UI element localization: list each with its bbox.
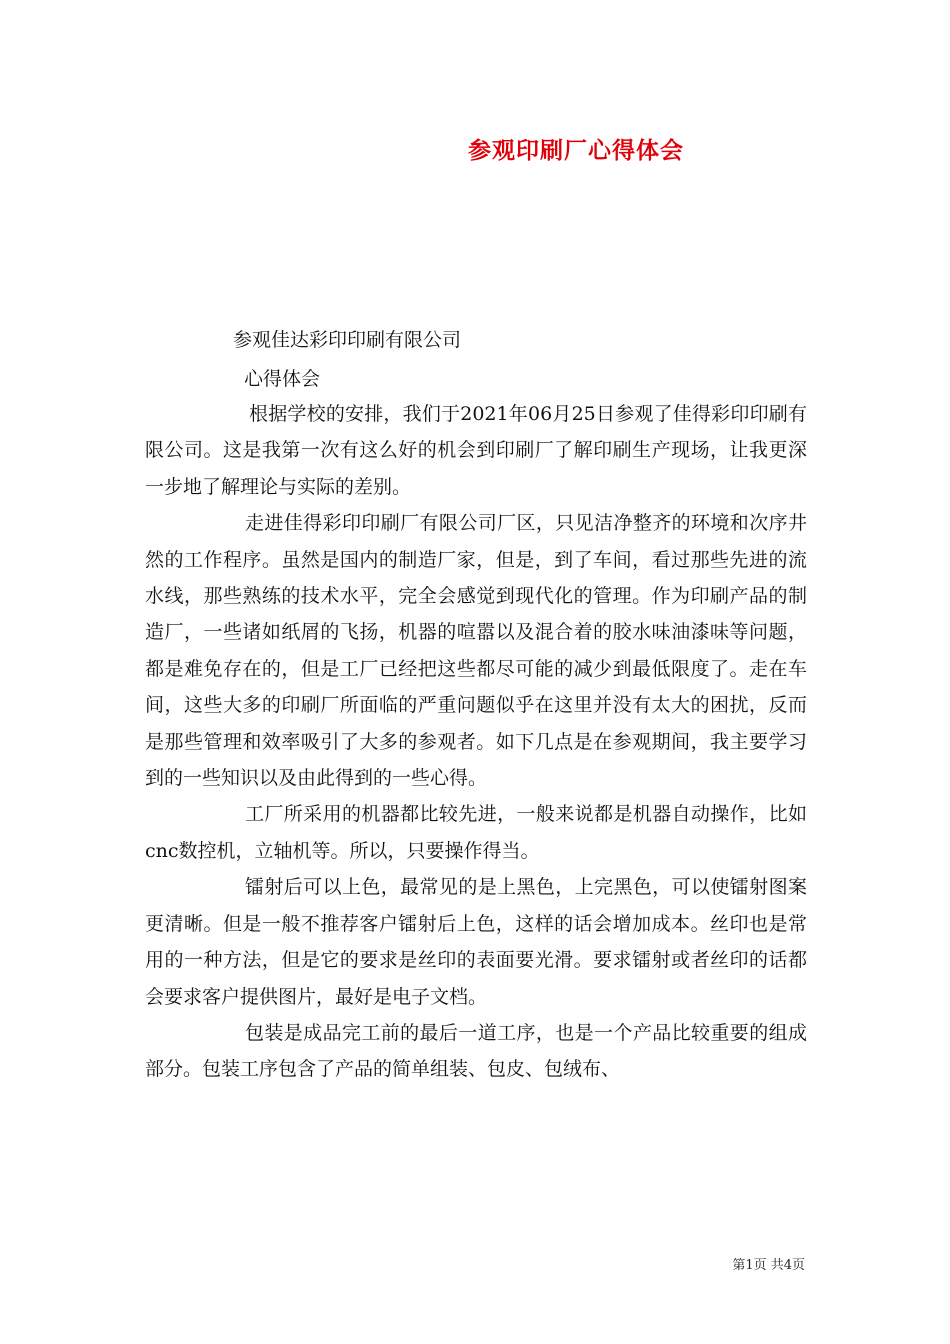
paragraph-5: 包装是成品完工前的最后一道工序，也是一个产品比较重要的组成部分。包装工序包含了产品的简单组装、包皮、包绒布、: [145, 1021, 807, 1081]
page-footer: 第1页 共4页: [732, 1258, 805, 1273]
paragraph-3: 工厂所采用的机器都比较先进，一般来说都是机器自动操作，比如cnc数控机，立轴机等。所以，只要操作得当。: [145, 803, 807, 862]
paragraph-4: 镭射后可以上色，最常见的是上黑色，上完黑色，可以使镭射图案更清晰。但是一般不推荐客户镭射后上色，这样的话会增加成本。丝印也是常用的一种方法，但是它的要求是丝印的表面要光滑。要求镭射或者丝印的话都会要求客户提供图片，最好是电子文档。: [145, 876, 807, 1008]
paragraph-2: 走进佳得彩印印刷厂有限公司厂区，只见洁净整齐的环境和次序井然的工作程序。虽然是国内的制造厂家，但是，到了车间，看过那些先进的流水线，那些熟练的技术水平，完全会感觉到现代化的管理。作为印刷产品的制造厂，一些诸如纸屑的飞扬，机器的喧嚣以及混合着的胶水味油漆味等问题，都是难免存在的，但是工厂已经把这些都尽可能的减少到最低限度了。走在车间，这些大多的印刷厂所面临的严重问题似乎在这里并没有太大的困扰，反而是那些管理和效率吸引了大多的参观者。如下几点是在参观期间，我主要学习到的一些知识以及由此得到的一些心得。: [145, 512, 807, 790]
company-line: 参观佳达彩印印刷有限公司: [233, 329, 462, 351]
subtitle-line: 心得体会: [244, 368, 321, 390]
paragraph-1: 根据学校的安排，我们于2021年06月25日参观了佳得彩印印刷有限公司。这是我第一次有这么好的机会到印刷厂了解印刷生产现场，让我更深一步地了解理论与实际的差别。: [145, 403, 807, 498]
document-title: 参观印刷厂心得体会: [468, 137, 684, 164]
document-body: [145, 396, 807, 1088]
